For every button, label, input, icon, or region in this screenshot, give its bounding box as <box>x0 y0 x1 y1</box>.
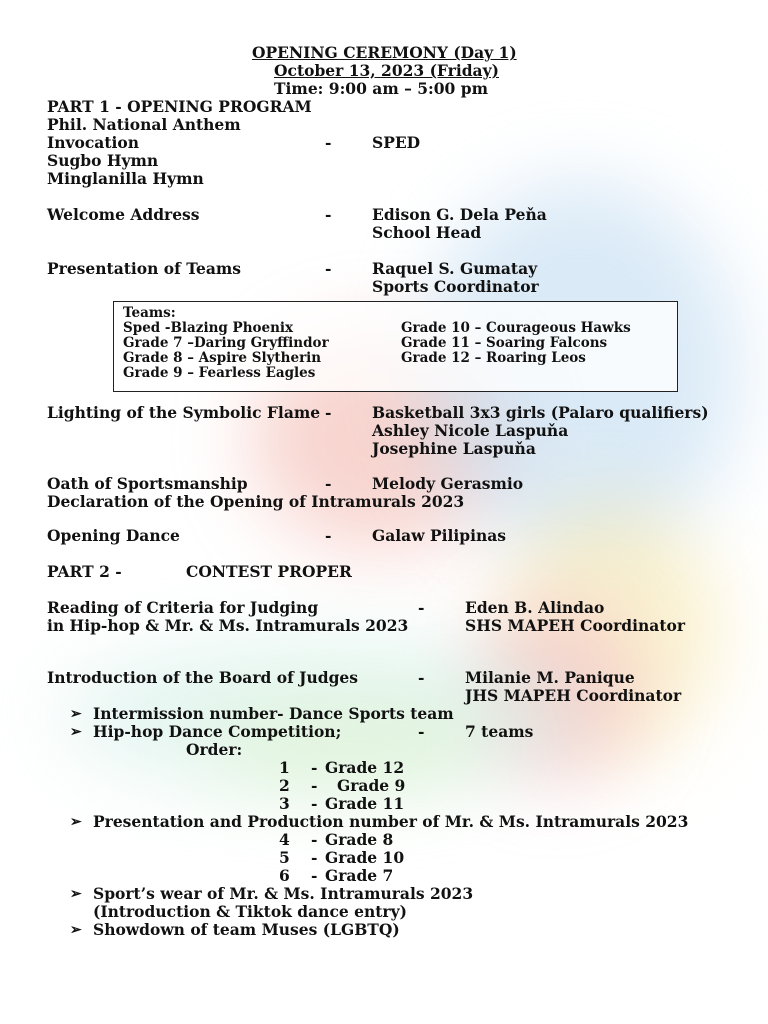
arrow-bullet-icon: ➢ <box>70 814 82 830</box>
invocation-dash: - <box>325 133 332 152</box>
part2-heading: PART 2 - <box>47 562 122 581</box>
order-dash: - <box>311 848 318 867</box>
order-dash: - <box>311 776 318 795</box>
criteria-role: SHS MAPEH Coordinator <box>465 616 686 635</box>
order-dash: - <box>311 830 318 849</box>
order-grade: Grade 7 <box>325 866 394 885</box>
order-number: 3 <box>279 794 290 813</box>
document-date: October 13, 2023 (Friday) <box>274 61 499 80</box>
team-left-2: Grade 7 –Daring Gryffindor <box>123 335 329 351</box>
flame-name-2: Josephine Laspuňa <box>372 439 536 458</box>
arrow-bullet-icon: ➢ <box>70 706 82 722</box>
arrow-bullet-icon: ➢ <box>70 922 82 938</box>
hiphop-teams: 7 teams <box>465 722 534 741</box>
team-left-4: Grade 9 – Fearless Eagles <box>123 365 316 381</box>
order-grade: Grade 8 <box>325 830 394 849</box>
order-dash: - <box>311 866 318 885</box>
arrow-bullet-icon: ➢ <box>70 724 82 740</box>
oath-item: Oath of Sportsmanship <box>47 474 248 493</box>
criteria-item-line2: in Hip-hop & Mr. & Ms. Intramurals 2023 <box>47 616 409 635</box>
flame-dash: - <box>325 403 332 422</box>
anthem-item: Phil. National Anthem <box>47 115 241 134</box>
part2-subtitle: CONTEST PROPER <box>186 562 352 581</box>
opening-dance-by: Galaw Pilipinas <box>372 526 507 545</box>
order-dash: - <box>311 794 318 813</box>
sportswear-item: Sport’s wear of Mr. & Ms. Intramurals 2023 <box>93 884 474 903</box>
welcome-item: Welcome Address <box>47 205 200 224</box>
team-right-2: Grade 11 – Soaring Falcons <box>401 335 608 351</box>
flame-item: Lighting of the Symbolic Flame <box>47 403 321 422</box>
teams-box <box>113 301 678 392</box>
judges-by: Milanie M. Panique <box>465 668 635 687</box>
order-grade: Grade 12 <box>325 758 405 777</box>
invocation-by: SPED <box>372 133 421 152</box>
hiphop-item: Hip-hop Dance Competition; <box>93 722 342 741</box>
order-grade: Grade 10 <box>325 848 405 867</box>
opening-dance-item: Opening Dance <box>47 526 180 545</box>
sportswear-subitem: (Introduction & Tiktok dance entry) <box>93 902 407 921</box>
part1-heading: PART 1 - OPENING PROGRAM <box>47 97 312 116</box>
presentation-by: Raquel S. Gumatay <box>372 259 538 278</box>
judges-item: Introduction of the Board of Judges <box>47 668 359 687</box>
opening-dance-dash: - <box>325 526 332 545</box>
order-number: 1 <box>279 758 290 777</box>
intermission-item: Intermission number- Dance Sports team <box>93 704 454 723</box>
declaration-item: Declaration of the Opening of Intramurals 2023 <box>47 492 465 511</box>
team-right-1: Grade 10 – Courageous Hawks <box>401 320 631 336</box>
flame-by: Basketball 3x3 girls (Palaro qualifiers) <box>372 403 709 422</box>
team-left-3: Grade 8 – Aspire Slytherin <box>123 350 322 366</box>
team-right-3: Grade 12 – Roaring Leos <box>401 350 586 366</box>
oath-by: Melody Gerasmio <box>372 474 524 493</box>
welcome-role: School Head <box>372 223 482 242</box>
document-time: Time: 9:00 am – 5:00 pm <box>274 79 488 98</box>
judges-dash: - <box>418 668 425 687</box>
flame-name-1: Ashley Nicole Laspuňa <box>372 421 569 440</box>
invocation-item: Invocation <box>47 133 140 152</box>
welcome-by: Edison G. Dela Peňa <box>372 205 547 224</box>
oath-dash: - <box>325 474 332 493</box>
hiphop-dash: - <box>418 722 425 741</box>
criteria-item: Reading of Criteria for Judging <box>47 598 319 617</box>
order-grade: Grade 11 <box>325 794 405 813</box>
showdown-item: Showdown of team Muses (LGBTQ) <box>93 920 400 939</box>
order-number: 6 <box>279 866 290 885</box>
order-number: 2 <box>279 776 290 795</box>
criteria-by: Eden B. Alindao <box>465 598 605 617</box>
arrow-bullet-icon: ➢ <box>70 886 82 902</box>
order-grade: Grade 9 <box>337 776 406 795</box>
sugbo-hymn-item: Sugbo Hymn <box>47 151 159 170</box>
welcome-dash: - <box>325 205 332 224</box>
judges-role: JHS MAPEH Coordinator <box>465 686 682 705</box>
minglanilla-hymn-item: Minglanilla Hymn <box>47 169 204 188</box>
criteria-dash: - <box>418 598 425 617</box>
order-label: Order: <box>186 740 243 759</box>
teams-label: Teams: <box>123 305 176 321</box>
production-item: Presentation and Production number of Mr. & Ms. Intramurals 2023 <box>93 812 689 831</box>
order-dash: - <box>311 758 318 777</box>
presentation-item: Presentation of Teams <box>47 259 241 278</box>
order-number: 5 <box>279 848 290 867</box>
presentation-dash: - <box>325 259 332 278</box>
presentation-role: Sports Coordinator <box>372 277 539 296</box>
team-left-1: Sped -Blazing Phoenix <box>123 320 294 336</box>
document-title: OPENING CEREMONY (Day 1) <box>252 43 517 62</box>
order-number: 4 <box>279 830 290 849</box>
